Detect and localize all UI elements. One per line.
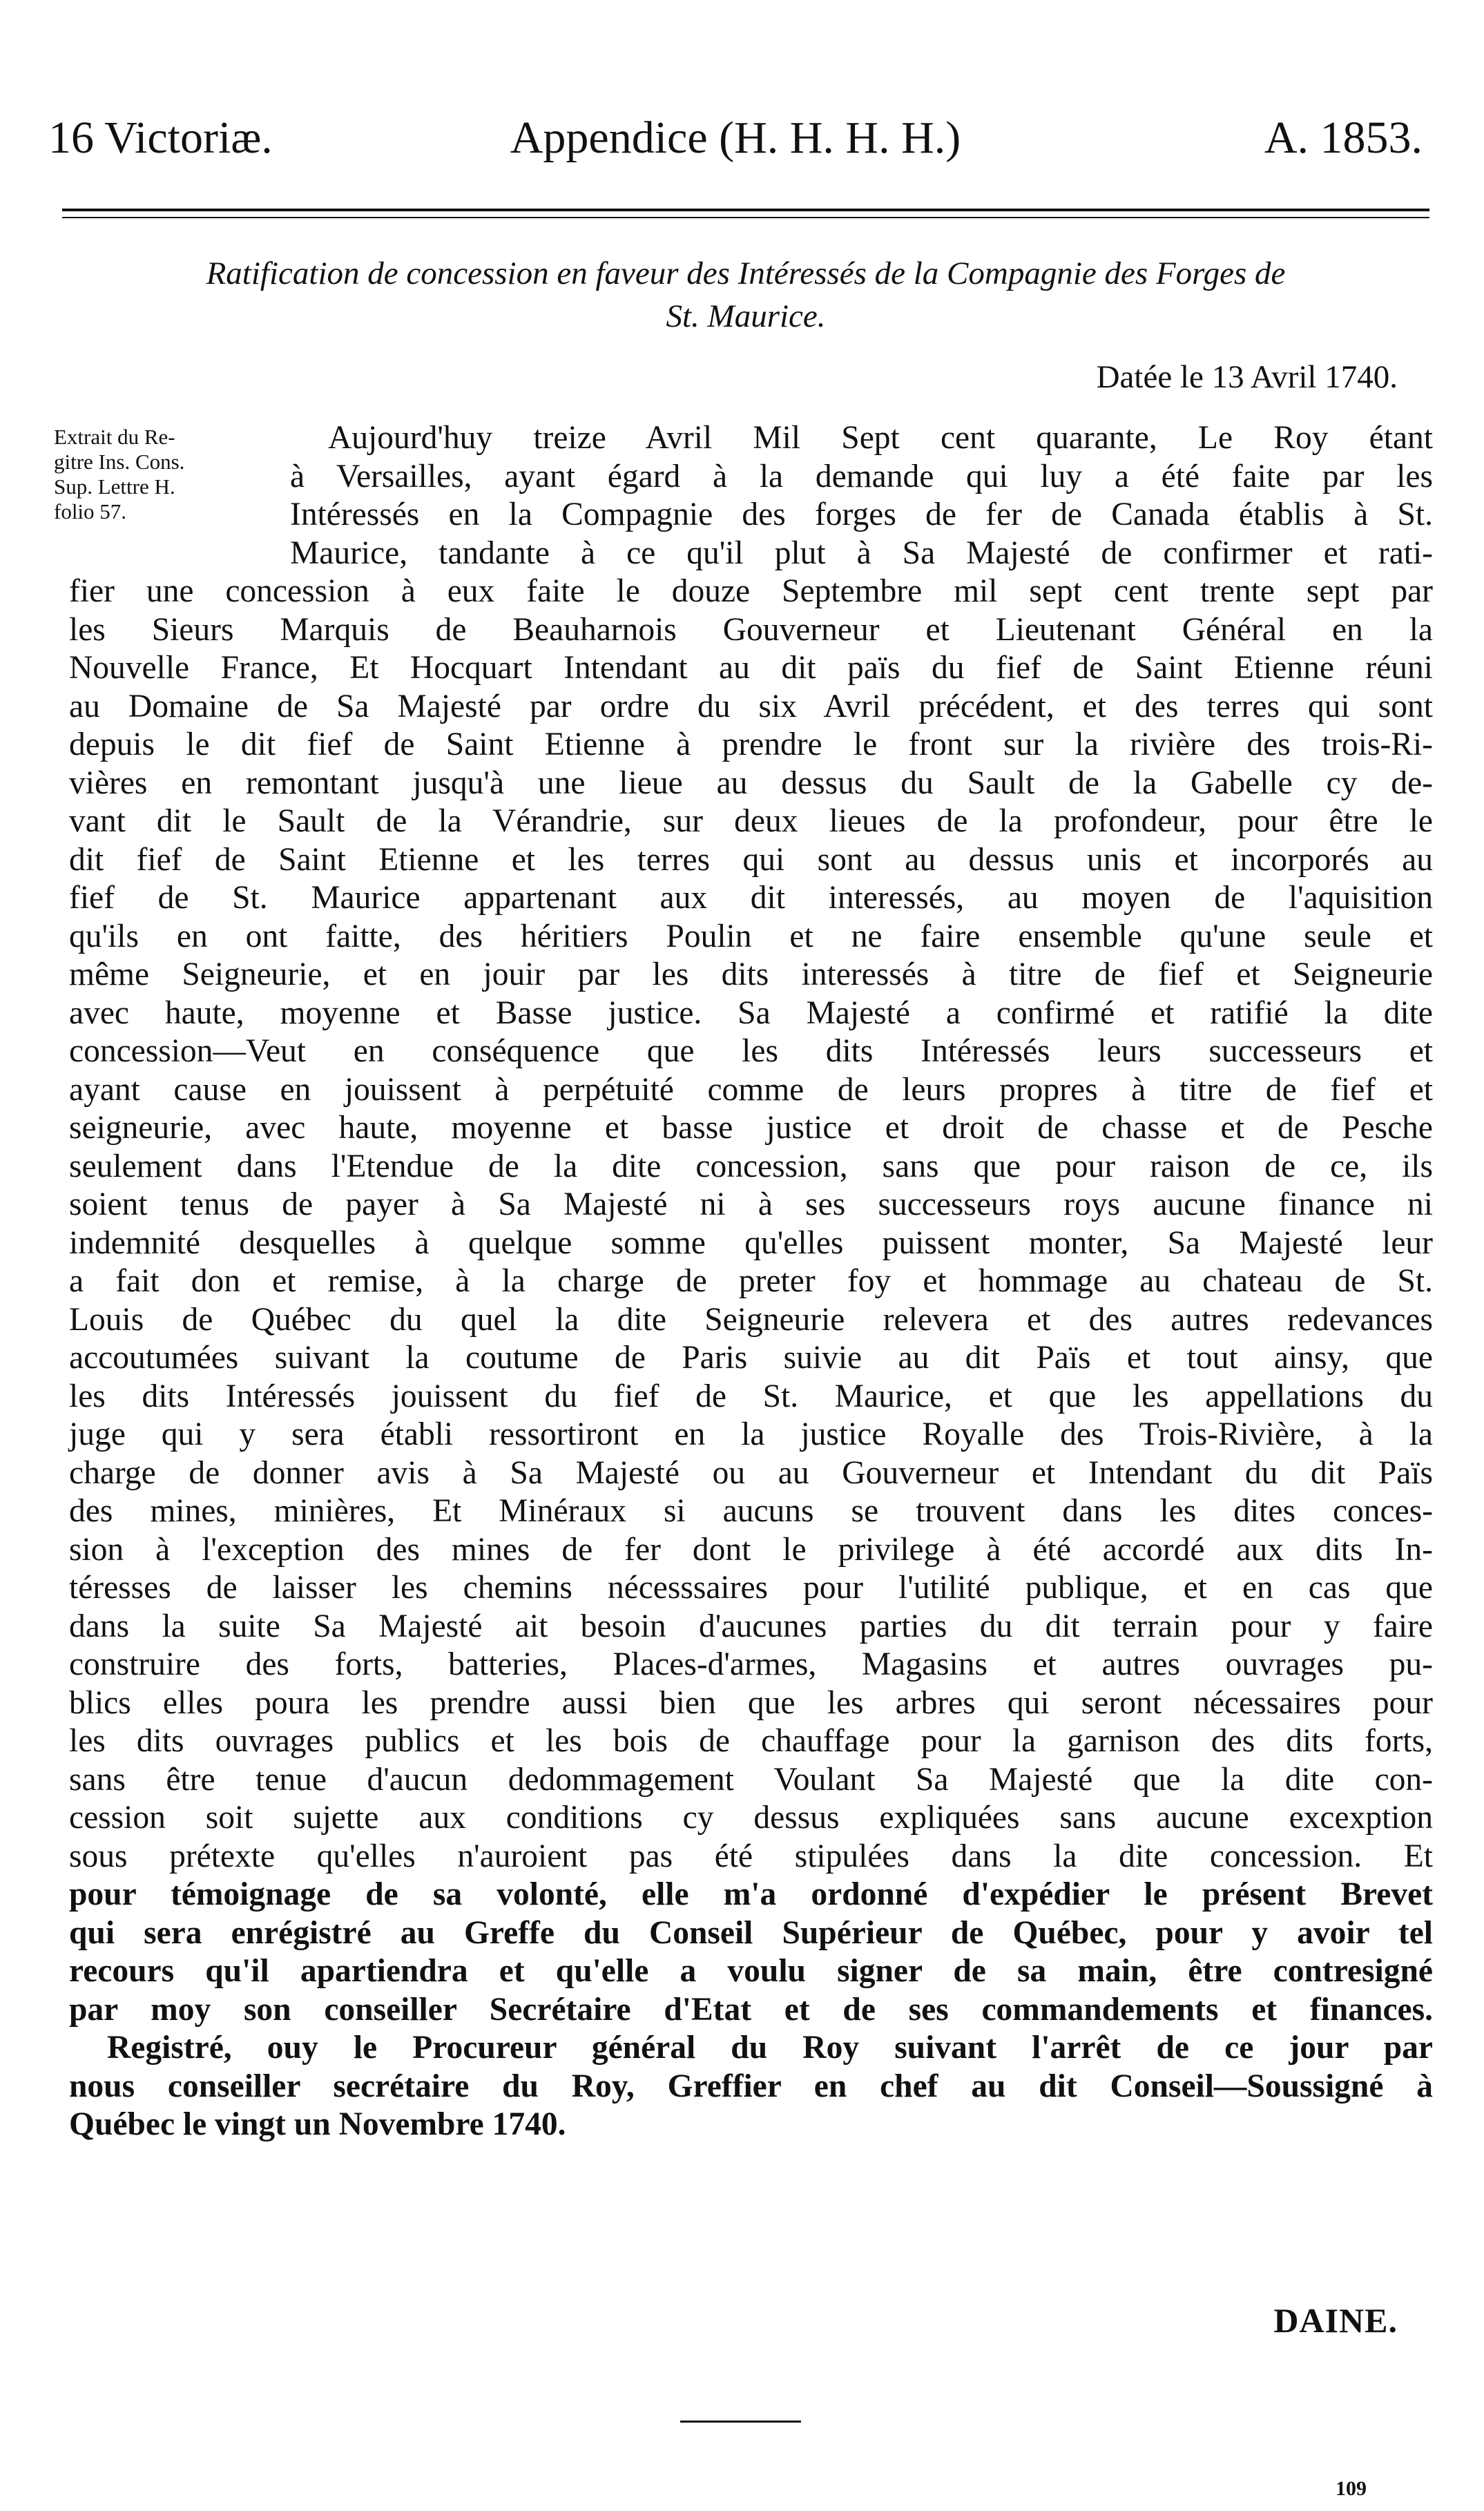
body-line: des mines, minières, Et Minéraux si aucuns se trouvent dans les dites conces- bbox=[69, 1493, 1433, 1529]
body-line: à Versailles, ayant égard à la demande qui luy a été faite par les bbox=[290, 458, 1433, 494]
body-line: les Sieurs Marquis de Beauharnois Gouverneur et Lieutenant Général en la bbox=[69, 611, 1433, 648]
body-line: dit fief de Saint Etienne et les terres qui sont au dessus unis et incorporés au bbox=[69, 841, 1433, 878]
body-line: par moy son conseiller Secrétaire d'Etat et de ses commandements et finances. bbox=[69, 1991, 1433, 2028]
body-line: Aujourd'huy treize Avril Mil Sept cent quarante, Le Roy étant bbox=[328, 420, 1433, 456]
body-line: pour témoignage de sa volonté, elle m'a ordonné d'expédier le présent Brevet bbox=[69, 1876, 1433, 1912]
body-line: indemnité desquelles à quelque somme qu'elles puissent monter, Sa Majesté leur bbox=[69, 1224, 1433, 1261]
header-appendix: Appendice (H. H. H. H.) bbox=[510, 113, 961, 163]
document-body bbox=[69, 419, 1433, 2144]
body-line: cession soit sujette aux conditions cy dessus expliquées sans aucune excexption bbox=[69, 1800, 1433, 1836]
body-line: Maurice, tandante à ce qu'il plut à Sa Majesté de confirmer et rati- bbox=[290, 535, 1433, 571]
body-line: accoutumées suivant la coutume de Paris suivie au dit Païs et tout ainsy, que bbox=[69, 1340, 1433, 1376]
body-line: a fait don et remise, à la charge de preter foy et hommage au chateau de St. bbox=[69, 1263, 1433, 1299]
header-rule-thin bbox=[62, 217, 1429, 218]
registration-line: Registré, ouy le Procureur général du Roy suivant l'arrêt de ce jour par bbox=[107, 2030, 1433, 2066]
header-rule-thick bbox=[62, 209, 1429, 211]
body-line: qui sera enrégistré au Greffe du Conseil Supérieur de Québec, pour y avoir tel bbox=[69, 1914, 1433, 1951]
body-line: au Domaine de Sa Majesté par ordre du six Avril précédent, et des terres qui sont bbox=[69, 688, 1433, 724]
marginal-note-line: folio 57. bbox=[54, 499, 127, 523]
body-line: concession—Veut en conséquence que les dits Intéressés leurs successeurs et bbox=[69, 1033, 1433, 1069]
body-line: vières en remontant jusqu'à une lieue au dessus du Sault de la Gabelle cy de- bbox=[69, 764, 1433, 801]
body-line: avec haute, moyenne et Basse justice. Sa Majesté a confirmé et ratifié la dite bbox=[69, 994, 1433, 1031]
body-line: Intéressés en la Compagnie des forges de fer de Canada établis à St. bbox=[290, 497, 1433, 532]
body-line: sans être tenue d'aucun dedommagement Voulant Sa Majesté que la dite con- bbox=[69, 1761, 1433, 1798]
body-line: recours qu'il apartiendra et qu'elle a voulu signer de sa main, être contresigné bbox=[69, 1953, 1433, 1989]
signature: DAINE. bbox=[1273, 2301, 1398, 2340]
page-number: 109 bbox=[1336, 2477, 1367, 2500]
registration-line: Québec le vingt un Novembre 1740. bbox=[69, 2106, 566, 2142]
body-line: construire des forts, batteries, Places-d'armes, Magasins et autres ouvrages pu- bbox=[69, 1646, 1433, 1682]
body-line: Nouvelle France, Et Hocquart Intendant au dit païs du fief de Saint Etienne réuni bbox=[69, 650, 1433, 686]
body-line: les dits ouvrages publics et les bois de chauffage pour la garnison des dits forts, bbox=[69, 1723, 1433, 1759]
body-line: qu'ils en ont faitte, des héritiers Poulin et ne faire ensemble qu'une seule et bbox=[69, 918, 1433, 954]
running-header bbox=[48, 110, 1423, 166]
title-line-2: St. Maurice. bbox=[666, 298, 826, 334]
header-session: 16 Victoriæ. bbox=[48, 113, 273, 163]
body-line: fier une concession à eux faite le douze Septembre mil sept cent trente sept par bbox=[69, 573, 1433, 609]
body-line: téresses de laisser les chemins nécesssaires pour l'utilité publique, et en cas que bbox=[69, 1570, 1433, 1606]
marginal-note-line: gitre Ins. Cons. bbox=[54, 450, 185, 474]
document-title bbox=[62, 252, 1429, 338]
body-line: vant dit le Sault de la Vérandrie, sur deux lieues de la profondeur, pour être le bbox=[69, 803, 1433, 839]
marginal-note-line: Sup. Lettre H. bbox=[54, 474, 175, 499]
body-line: les dits Intéressés jouissent du fief de St. Maurice, et que les appellations du bbox=[69, 1378, 1433, 1414]
marginal-note-line: Extrait du Re- bbox=[54, 425, 175, 449]
body-line: Louis de Québec du quel la dite Seigneurie relevera et des autres redevances bbox=[69, 1301, 1433, 1338]
body-line: sion à l'exception des mines de fer dont le privilege à été accordé aux dits In- bbox=[69, 1531, 1433, 1568]
body-line: même Seigneurie, et en jouir par les dits interessés à titre de fief et Seigneurie bbox=[69, 956, 1433, 992]
body-line: fief de St. Maurice appartenant aux dit interessés, au moyen de l'aquisition bbox=[69, 880, 1433, 916]
body-line: seigneurie, avec haute, moyenne et basse justice et droit de chasse et de Pesche bbox=[69, 1110, 1433, 1146]
body-line: charge de donner avis à Sa Majesté ou au Gouverneur et Intendant du dit Païs bbox=[69, 1454, 1433, 1491]
body-line: juge qui y sera établi ressortiront en la justice Royalle des Trois-Rivière, à la bbox=[69, 1416, 1433, 1452]
body-line: soient tenus de payer à Sa Majesté ni à ses successeurs roys aucune finance ni bbox=[69, 1186, 1433, 1222]
body-line: seulement dans l'Etendue de la dite concession, sans que pour raison de ce, ils bbox=[69, 1148, 1433, 1184]
body-line: blics elles poura les prendre aussi bien que les arbres qui seront nécessaires pour bbox=[69, 1684, 1433, 1721]
body-line: dans la suite Sa Majesté ait besoin d'aucunes parties du dit terrain pour y faire bbox=[69, 1608, 1433, 1644]
body-line: depuis le dit fief de Saint Etienne à prendre le front sur la rivière des trois-Ri- bbox=[69, 727, 1433, 762]
title-line-1: Ratification de concession en faveur des Intéressés de la Compagnie des Forges de bbox=[206, 256, 1286, 291]
document-date: Datée le 13 Avril 1740. bbox=[1096, 359, 1398, 395]
body-line: sous prétexte qu'elles n'auroient pas été stipulées dans la dite concession. Et bbox=[69, 1838, 1433, 1874]
end-rule bbox=[680, 2421, 801, 2423]
body-line: ayant cause en jouissent à perpétuité comme de leurs propres à titre de fief et bbox=[69, 1071, 1433, 1108]
registration-line: nous conseiller secrétaire du Roy, Greffier en chef au dit Conseil—Soussigné à bbox=[69, 2068, 1433, 2104]
header-year: A. 1853. bbox=[1264, 113, 1423, 163]
